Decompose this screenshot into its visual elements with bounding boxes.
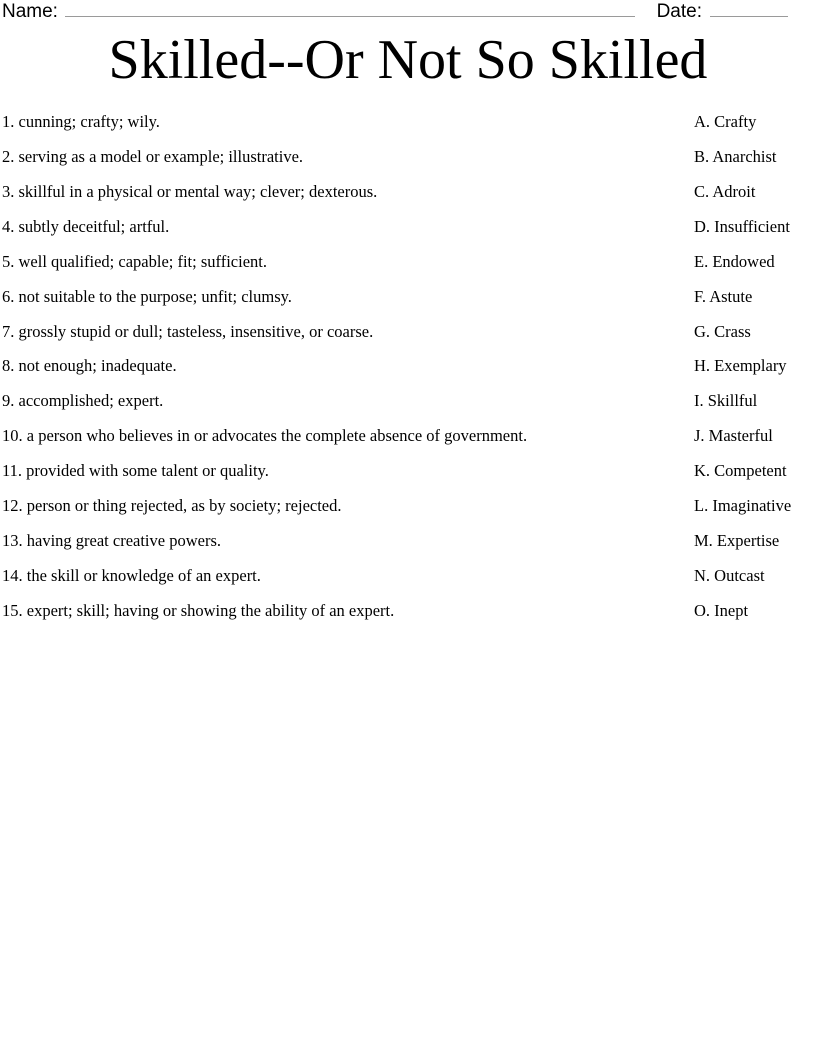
option-word: Adroit [712, 181, 756, 201]
question-number: 9. [2, 391, 15, 411]
option-letter: M. [694, 531, 713, 551]
option-letter: L. [694, 496, 709, 516]
answer-option [694, 426, 816, 446]
question-number: 10. [2, 426, 23, 446]
matching-row [2, 287, 816, 322]
matching-row [2, 496, 816, 531]
question-definition: expert; skill; having or showing the ability of an expert. [26, 600, 395, 620]
option-letter: H. [694, 356, 711, 376]
definition-text [2, 217, 694, 237]
definition-text [2, 531, 694, 551]
definition-text [2, 322, 694, 342]
definition-text [2, 391, 694, 411]
question-number: 7. [2, 321, 15, 341]
question-definition: well qualified; capable; fit; sufficient. [18, 251, 267, 271]
definition-text [2, 182, 694, 202]
option-word: Expertise [716, 531, 780, 551]
matching-row [2, 147, 816, 182]
question-definition: grossly stupid or dull; tasteless, insensitive, or coarse. [18, 321, 374, 341]
question-definition: not suitable to the purpose; unfit; clumsy. [18, 286, 292, 306]
option-word: Outcast [714, 565, 765, 585]
question-definition: accomplished; expert. [18, 391, 164, 411]
question-number: 4. [2, 216, 15, 236]
name-label: Name: [2, 1, 58, 22]
answer-option [694, 496, 816, 516]
option-word: Crafty [714, 112, 757, 131]
definition-text [2, 461, 694, 481]
question-number: 5. [2, 251, 15, 271]
answer-option [694, 252, 816, 272]
question-definition: not enough; inadequate. [18, 356, 177, 376]
name-input-line[interactable] [65, 2, 635, 17]
question-number: 13. [2, 531, 23, 551]
option-letter: I. [694, 391, 704, 411]
question-definition: having great creative powers. [26, 531, 221, 551]
matching-row [2, 112, 816, 147]
answer-option [694, 322, 816, 342]
matching-row [2, 391, 816, 426]
option-letter: J. [694, 426, 705, 446]
question-definition: subtly deceitful; artful. [18, 216, 170, 236]
definition-text [2, 112, 694, 132]
option-word: Endowed [712, 251, 775, 271]
answer-option [694, 566, 816, 586]
question-definition: person or thing rejected, as by society; rejected. [26, 496, 342, 516]
option-letter: C. [694, 181, 710, 201]
question-number: 12. [2, 496, 23, 516]
question-definition: the skill or knowledge of an expert. [26, 565, 261, 585]
worksheet-title: Skilled--Or Not So Skilled [108, 29, 708, 91]
option-word: Skillful [707, 391, 758, 411]
option-letter: A. [694, 112, 711, 131]
question-number: 3. [2, 181, 15, 201]
definition-text [2, 496, 694, 516]
option-word: Crass [714, 321, 751, 341]
date-label: Date: [656, 1, 702, 22]
matching-row [2, 531, 816, 566]
option-letter: N. [694, 565, 711, 585]
answer-option [694, 147, 816, 167]
option-word: Exemplary [714, 356, 787, 376]
question-number: 1. [2, 112, 15, 131]
answer-option [694, 461, 816, 481]
option-word: Masterful [708, 426, 773, 446]
option-letter: D. [694, 216, 711, 236]
matching-row [2, 217, 816, 252]
definition-text [2, 147, 694, 167]
question-definition: skillful in a physical or mental way; clever; dexterous. [18, 181, 378, 201]
option-word: Imaginative [712, 496, 792, 516]
answer-option [694, 112, 816, 132]
option-word: Anarchist [712, 146, 777, 166]
answer-option [694, 531, 816, 551]
option-word: Astute [709, 286, 753, 306]
definition-text [2, 601, 694, 621]
matching-row [2, 601, 816, 636]
option-letter: K. [694, 461, 711, 481]
question-number: 11. [2, 461, 23, 481]
definition-text [2, 252, 694, 272]
matching-row [2, 322, 816, 357]
option-letter: O. [694, 600, 711, 620]
matching-row [2, 252, 816, 287]
matching-row [2, 461, 816, 496]
date-input-line[interactable] [710, 2, 788, 17]
definition-text [2, 566, 694, 586]
question-number: 6. [2, 286, 15, 306]
definition-text [2, 287, 694, 307]
answer-option [694, 217, 816, 237]
option-word: Competent [714, 461, 787, 481]
answer-option [694, 391, 816, 411]
question-definition: a person who believes in or advocates the complete absence of government. [26, 426, 528, 446]
matching-row [2, 356, 816, 391]
definition-text [2, 356, 694, 376]
option-letter: G. [694, 321, 711, 341]
matching-list [0, 112, 816, 636]
question-definition: provided with some talent or quality. [26, 461, 269, 481]
question-number: 2. [2, 146, 15, 166]
question-number: 8. [2, 356, 15, 376]
answer-option [694, 182, 816, 202]
answer-option [694, 356, 816, 376]
question-number: 15. [2, 600, 23, 620]
matching-row [2, 182, 816, 217]
question-definition: cunning; crafty; wily. [18, 112, 160, 131]
option-word: Inept [714, 600, 749, 620]
option-letter: B. [694, 146, 710, 166]
option-letter: E. [694, 251, 709, 271]
option-word: Insufficient [714, 216, 790, 236]
matching-row [2, 566, 816, 601]
answer-option [694, 601, 816, 621]
answer-option [694, 287, 816, 307]
question-definition: serving as a model or example; illustrative. [18, 146, 304, 166]
question-number: 14. [2, 565, 23, 585]
option-letter: F. [694, 286, 706, 306]
definition-text [2, 426, 694, 446]
matching-row [2, 426, 816, 461]
name-date-header [0, 0, 816, 22]
